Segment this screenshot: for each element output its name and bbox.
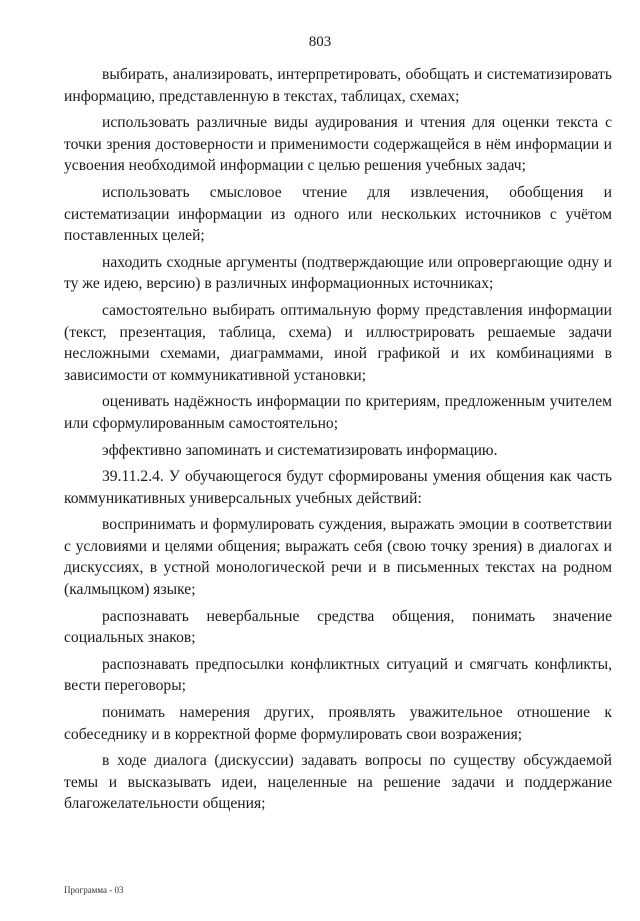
paragraph: использовать смысловое чтение для извлечения, обобщения и систематизации информации из одного или нескольких источников с учётом поставленных целей; [64,183,612,245]
paragraph: воспринимать и формулировать суждения, выражать эмоции в соответствии с условиями и целями общения; выражать себя (свою точку зрения) в диалогах и дискуссиях, в устной монологической речи и в письменных текстах на родном (калмыцком) языке; [64,516,612,599]
paragraph: распознавать невербальные средства общения, понимать значение социальных знаков; [64,607,612,647]
section-heading-paragraph: 39.11.2.4. У обучающегося будут сформированы умения общения как часть коммуникативных универсальных учебных действий: [64,468,612,507]
paragraph: распознавать предпосылки конфликтных ситуаций и смягчать конфликты, вести переговоры; [64,655,612,695]
paragraph: в ходе диалога (дискуссии) задавать вопросы по существу обсуждаемой темы и высказывать идеи, нацеленные на решение задачи и поддержание благожелательности общения; [64,752,612,813]
document-body [64,64,612,820]
paragraph: эффективно запоминать и систематизировать информацию. [102,441,498,459]
paragraph: использовать различные виды аудирования и чтения для оценки текста с точки зрения достоверности и применимости содержащейся в нём информации и усвоения необходимой информации с целью решения учебных задач; [64,114,612,175]
paragraph: самостоятельно выбирать оптимальную форму представления информации (текст, презентация, таблица, схема) и иллюстрировать решаемые задачи несложными схемами, диаграммами, иной графикой и их комбинациями в зависимости от коммуникативной установки; [64,301,612,384]
page-footer: Программа - 03 [64,885,124,895]
page-number: 803 [308,34,332,50]
paragraph: понимать намерения других, проявлять уважительное отношение к собеседнику и в корректной форме формулировать свои возражения; [64,704,612,743]
paragraph: выбирать, анализировать, интерпретировать, обобщать и систематизировать информацию, представленную в текстах, таблицах, схемах; [64,66,612,105]
paragraph: оценивать надёжность информации по критериям, предложенным учителем или сформулированным самостоятельно; [64,393,612,432]
paragraph: находить сходные аргументы (подтверждающие или опровергающие одну и ту же идею, версию) в различных информационных источниках; [64,253,612,293]
